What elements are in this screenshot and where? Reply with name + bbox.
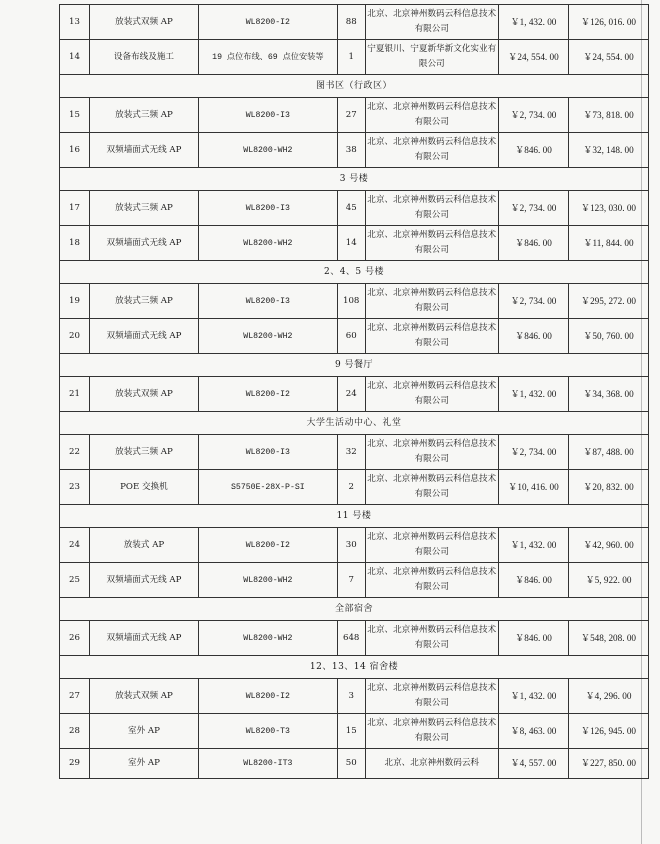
row-number-cell: 17 — [60, 191, 90, 226]
item-name-cell: 放装式双频 AP — [90, 377, 199, 412]
table-row — [60, 226, 649, 261]
model-cell: WL8200-I2 — [198, 5, 337, 40]
section-header-row — [60, 505, 649, 528]
item-name-cell: 设备布线及施工 — [90, 40, 199, 75]
model-cell: WL8200-WH2 — [198, 226, 337, 261]
unit-price-cell: ￥1, 432. 00 — [498, 5, 568, 40]
table-row — [60, 435, 649, 470]
total-price-cell: ￥32, 148. 00 — [568, 133, 648, 168]
unit-price-cell: ￥2, 734. 00 — [498, 98, 568, 133]
row-number-cell: 26 — [60, 621, 90, 656]
unit-price-cell: ￥846. 00 — [498, 133, 568, 168]
total-price-cell: ￥295, 272. 00 — [568, 284, 648, 319]
item-name-cell: 双频墙面式无线 AP — [90, 226, 199, 261]
table-row — [60, 98, 649, 133]
model-cell: WL8200-WH2 — [198, 621, 337, 656]
table-row — [60, 714, 649, 749]
supplier-cell: 北京、北京神州数码云科信息技术有限公司 — [365, 5, 498, 40]
supplier-cell: 北京、北京神州数码云科信息技术有限公司 — [365, 191, 498, 226]
item-name-cell: 双频墙面式无线 AP — [90, 133, 199, 168]
total-price-cell: ￥42, 960. 00 — [568, 528, 648, 563]
total-price-cell: ￥11, 844. 00 — [568, 226, 648, 261]
model-cell: WL8200-WH2 — [198, 133, 337, 168]
supplier-cell: 北京、北京神州数码云科信息技术有限公司 — [365, 226, 498, 261]
section-title: 图书区（行政区） — [60, 75, 649, 98]
model-cell: WL8200-I2 — [198, 528, 337, 563]
model-cell: WL8200-T3 — [198, 714, 337, 749]
model-cell: WL8200-IT3 — [198, 749, 337, 779]
section-header-row — [60, 412, 649, 435]
item-name-cell: 放装式三频 AP — [90, 191, 199, 226]
unit-price-cell: ￥2, 734. 00 — [498, 284, 568, 319]
model-cell: WL8200-I2 — [198, 679, 337, 714]
item-name-cell: 双频墙面式无线 AP — [90, 319, 199, 354]
row-number-cell: 27 — [60, 679, 90, 714]
unit-price-cell: ￥2, 734. 00 — [498, 191, 568, 226]
total-price-cell: ￥126, 945. 00 — [568, 714, 648, 749]
quantity-cell: 1 — [337, 40, 365, 75]
total-price-cell: ￥20, 832. 00 — [568, 470, 648, 505]
section-header-row — [60, 354, 649, 377]
total-price-cell: ￥24, 554. 00 — [568, 40, 648, 75]
section-title: 2、4、5 号楼 — [60, 261, 649, 284]
row-number-cell: 21 — [60, 377, 90, 412]
quantity-cell: 50 — [337, 749, 365, 779]
row-number-cell: 19 — [60, 284, 90, 319]
row-number-cell: 20 — [60, 319, 90, 354]
table-body — [60, 5, 649, 779]
quantity-cell: 2 — [337, 470, 365, 505]
model-cell: WL8200-I3 — [198, 191, 337, 226]
row-number-cell: 14 — [60, 40, 90, 75]
total-price-cell: ￥126, 016. 00 — [568, 5, 648, 40]
unit-price-cell: ￥1, 432. 00 — [498, 528, 568, 563]
table-row — [60, 5, 649, 40]
model-cell: WL8200-WH2 — [198, 563, 337, 598]
supplier-cell: 宁夏银川、宁夏新华新文化实业有限公司 — [365, 40, 498, 75]
total-price-cell: ￥123, 030. 00 — [568, 191, 648, 226]
quantity-cell: 88 — [337, 5, 365, 40]
model-cell: WL8200-I3 — [198, 284, 337, 319]
total-price-cell: ￥227, 850. 00 — [568, 749, 648, 779]
section-title: 11 号楼 — [60, 505, 649, 528]
table-row — [60, 563, 649, 598]
item-name-cell: 双频墙面式无线 AP — [90, 563, 199, 598]
unit-price-cell: ￥1, 432. 00 — [498, 679, 568, 714]
supplier-cell: 北京、北京神州数码云科信息技术有限公司 — [365, 714, 498, 749]
section-title: 大学生活动中心、礼堂 — [60, 412, 649, 435]
unit-price-cell: ￥846. 00 — [498, 621, 568, 656]
unit-price-cell: ￥4, 557. 00 — [498, 749, 568, 779]
item-name-cell: 放装式三频 AP — [90, 98, 199, 133]
row-number-cell: 18 — [60, 226, 90, 261]
section-title: 全部宿舍 — [60, 598, 649, 621]
quantity-cell: 60 — [337, 319, 365, 354]
item-name-cell: POE 交换机 — [90, 470, 199, 505]
unit-price-cell: ￥846. 00 — [498, 319, 568, 354]
unit-price-cell: ￥846. 00 — [498, 563, 568, 598]
item-name-cell: 放装式 AP — [90, 528, 199, 563]
quantity-cell: 14 — [337, 226, 365, 261]
row-number-cell: 13 — [60, 5, 90, 40]
supplier-cell: 北京、北京神州数码云科信息技术有限公司 — [365, 621, 498, 656]
item-name-cell: 室外 AP — [90, 749, 199, 779]
quantity-cell: 7 — [337, 563, 365, 598]
supplier-cell: 北京、北京神州数码云科信息技术有限公司 — [365, 98, 498, 133]
supplier-cell: 北京、北京神州数码云科信息技术有限公司 — [365, 563, 498, 598]
unit-price-cell: ￥1, 432. 00 — [498, 377, 568, 412]
table-row — [60, 621, 649, 656]
quantity-cell: 15 — [337, 714, 365, 749]
quantity-cell: 108 — [337, 284, 365, 319]
section-title: 3 号楼 — [60, 168, 649, 191]
item-name-cell: 放装式三频 AP — [90, 435, 199, 470]
row-number-cell: 28 — [60, 714, 90, 749]
section-header-row — [60, 598, 649, 621]
item-name-cell: 放装式双频 AP — [90, 679, 199, 714]
section-title: 9 号餐厅 — [60, 354, 649, 377]
item-name-cell: 双频墙面式无线 AP — [90, 621, 199, 656]
table-row — [60, 470, 649, 505]
item-name-cell: 室外 AP — [90, 714, 199, 749]
table-row — [60, 528, 649, 563]
section-header-row — [60, 75, 649, 98]
unit-price-cell: ￥10, 416. 00 — [498, 470, 568, 505]
row-number-cell: 22 — [60, 435, 90, 470]
item-name-cell: 放装式双频 AP — [90, 5, 199, 40]
total-price-cell: ￥50, 760. 00 — [568, 319, 648, 354]
row-number-cell: 29 — [60, 749, 90, 779]
total-price-cell: ￥87, 488. 00 — [568, 435, 648, 470]
quantity-cell: 45 — [337, 191, 365, 226]
model-cell: WL8200-I2 — [198, 377, 337, 412]
table-row — [60, 284, 649, 319]
supplier-cell: 北京、北京神州数码云科信息技术有限公司 — [365, 528, 498, 563]
procurement-table-page — [59, 4, 649, 779]
section-header-row — [60, 168, 649, 191]
supplier-cell: 北京、北京神州数码云科信息技术有限公司 — [365, 284, 498, 319]
row-number-cell: 25 — [60, 563, 90, 598]
section-header-row — [60, 656, 649, 679]
model-cell: WL8200-WH2 — [198, 319, 337, 354]
supplier-cell: 北京、北京神州数码云科信息技术有限公司 — [365, 679, 498, 714]
unit-price-cell: ￥2, 734. 00 — [498, 435, 568, 470]
unit-price-cell: ￥846. 00 — [498, 226, 568, 261]
item-name-cell: 放装式三频 AP — [90, 284, 199, 319]
row-number-cell: 23 — [60, 470, 90, 505]
quantity-cell: 30 — [337, 528, 365, 563]
row-number-cell: 15 — [60, 98, 90, 133]
supplier-cell: 北京、北京神州数码云科信息技术有限公司 — [365, 435, 498, 470]
total-price-cell: ￥5, 922. 00 — [568, 563, 648, 598]
quantity-cell: 38 — [337, 133, 365, 168]
table-row — [60, 749, 649, 779]
supplier-cell: 北京、北京神州数码云科信息技术有限公司 — [365, 133, 498, 168]
table-row — [60, 191, 649, 226]
quantity-cell: 648 — [337, 621, 365, 656]
unit-price-cell: ￥8, 463. 00 — [498, 714, 568, 749]
total-price-cell: ￥548, 208. 00 — [568, 621, 648, 656]
total-price-cell: ￥73, 818. 00 — [568, 98, 648, 133]
model-cell: 19 点位布线、69 点位安装等 — [198, 40, 337, 75]
row-number-cell: 16 — [60, 133, 90, 168]
model-cell: S5750E-28X-P-SI — [198, 470, 337, 505]
table-row — [60, 133, 649, 168]
quantity-cell: 3 — [337, 679, 365, 714]
row-number-cell: 24 — [60, 528, 90, 563]
table-row — [60, 377, 649, 412]
quantity-cell: 32 — [337, 435, 365, 470]
equipment-price-table — [59, 4, 649, 779]
supplier-cell: 北京、北京神州数码云科信息技术有限公司 — [365, 470, 498, 505]
model-cell: WL8200-I3 — [198, 98, 337, 133]
unit-price-cell: ￥24, 554. 00 — [498, 40, 568, 75]
table-row — [60, 679, 649, 714]
table-row — [60, 40, 649, 75]
supplier-cell: 北京、北京神州数码云科信息技术有限公司 — [365, 319, 498, 354]
section-title: 12、13、14 宿舍楼 — [60, 656, 649, 679]
supplier-cell: 北京、北京神州数码云科 — [365, 749, 498, 779]
quantity-cell: 24 — [337, 377, 365, 412]
supplier-cell: 北京、北京神州数码云科信息技术有限公司 — [365, 377, 498, 412]
total-price-cell: ￥4, 296. 00 — [568, 679, 648, 714]
quantity-cell: 27 — [337, 98, 365, 133]
model-cell: WL8200-I3 — [198, 435, 337, 470]
table-row — [60, 319, 649, 354]
total-price-cell: ￥34, 368. 00 — [568, 377, 648, 412]
section-header-row — [60, 261, 649, 284]
